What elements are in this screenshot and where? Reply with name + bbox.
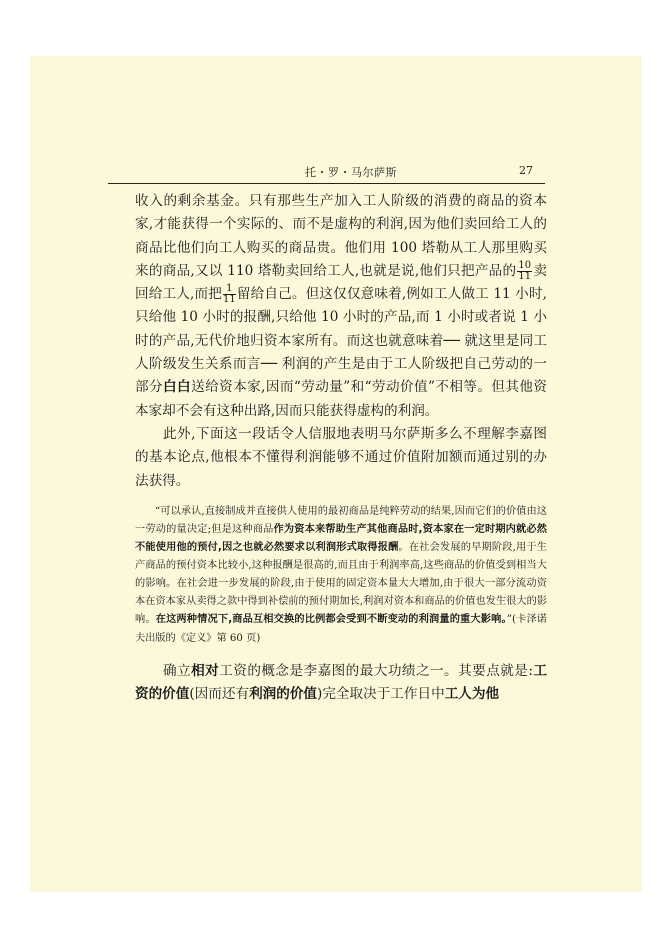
fraction-denominator: 11	[518, 270, 532, 282]
paragraph-1	[135, 190, 547, 423]
block-quote	[135, 503, 547, 648]
running-header	[108, 161, 545, 184]
text-span: 送给资本家,因而“劳动量”和“劳动价值”不相等。但其他资本家却不会有这种出路,因而只能获得虚构的利润。	[135, 379, 548, 419]
fraction-numerator: 10	[518, 259, 532, 271]
text-span: 留给自己。但这仅仅意味着,例如工人做工 11 小时,只给他 10 小时的报酬,只给他 10 小时的产品,而 1 小时或者说 1 小时的产品,无代价地归资本家所有。而这也就意味着── 就这里是同工人阶级发生关系而言── 利润的产生是由于工人阶级把自己劳动的一部分	[135, 286, 547, 396]
emphasis-text: 工资的价值	[135, 662, 548, 702]
text-span: 收入的剩余基金。只有那些生产加入工人阶级的消费的商品的资本家,才能获得一个实际的、而不是虚构的利润,因为他们卖回给工人的商品比他们向工人购买的商品贵。他们用 100 塔勒从工人那里购买来的商品,又以 110 塔勒卖回给工人,也就是说,他们只把产品的	[135, 193, 547, 279]
quote-text: “可以承认,直接制成并直接供人使用的最初商品是纯粹劳动的结果,因而它们的价值由这一劳动的量决定;但是这种商品	[135, 505, 547, 535]
quote-citation: ”(卡泽诺夫出版的《定义》第 60 页)	[135, 614, 547, 644]
emphasis-text: 相对	[191, 662, 220, 679]
quote-text: 。在社会发展的早期阶段,用于生产商品的预付资本比较小,这种报酬是很高的,而且由于利润率高,这些商品的价值受到相当大的影响。在社会进一步发展的阶段,由于使用的固定资本量大大增加,由于很大一部分流动资本在资本家从卖得之款中得到补偿前的预付期加长,利润对资本和商品的价值也发生很大的影响。	[135, 542, 547, 626]
fraction-ten-elevenths	[517, 261, 532, 282]
emphasis-text: 利润的价值	[249, 685, 318, 702]
header-title: 托・罗・马尔萨斯	[305, 166, 397, 179]
text-span: )完全取决于工作日中	[317, 685, 445, 702]
quote-emphasis: 作为资本来帮助生产其他商品时,资本家在一定时期内就必然不能使用他的预付,因之也就必然要求以利润形式取得报酬	[135, 523, 547, 554]
fraction-one-eleventh	[223, 284, 236, 305]
emphasis-text: 白白	[163, 379, 192, 396]
fraction-numerator: 1	[223, 284, 236, 295]
page-body	[135, 190, 547, 706]
quote-emphasis: 在这两种情况下,商品互相交换的比例都会受到不断变动的利润量的重大影响。	[155, 614, 507, 626]
paragraph-3	[135, 660, 547, 707]
page-number: 27	[519, 164, 533, 177]
text-span: 卖回给工人,而把	[135, 262, 547, 303]
emphasis-text: 工人为他	[444, 685, 500, 702]
fraction-denominator: 11	[223, 294, 236, 306]
paragraph-2: 此外,下面这一段话令人信服地表明马尔萨斯多么不理解李嘉图的基本论点,他根本不懂得利润能够不通过价值附加额而通过别的办法获得。	[135, 425, 547, 489]
text-span: 确立	[163, 662, 192, 679]
text-span: (因而还有	[189, 685, 250, 702]
text-span: 工资的概念是李嘉图的最大功绩之一。其要点就是:	[219, 662, 533, 679]
